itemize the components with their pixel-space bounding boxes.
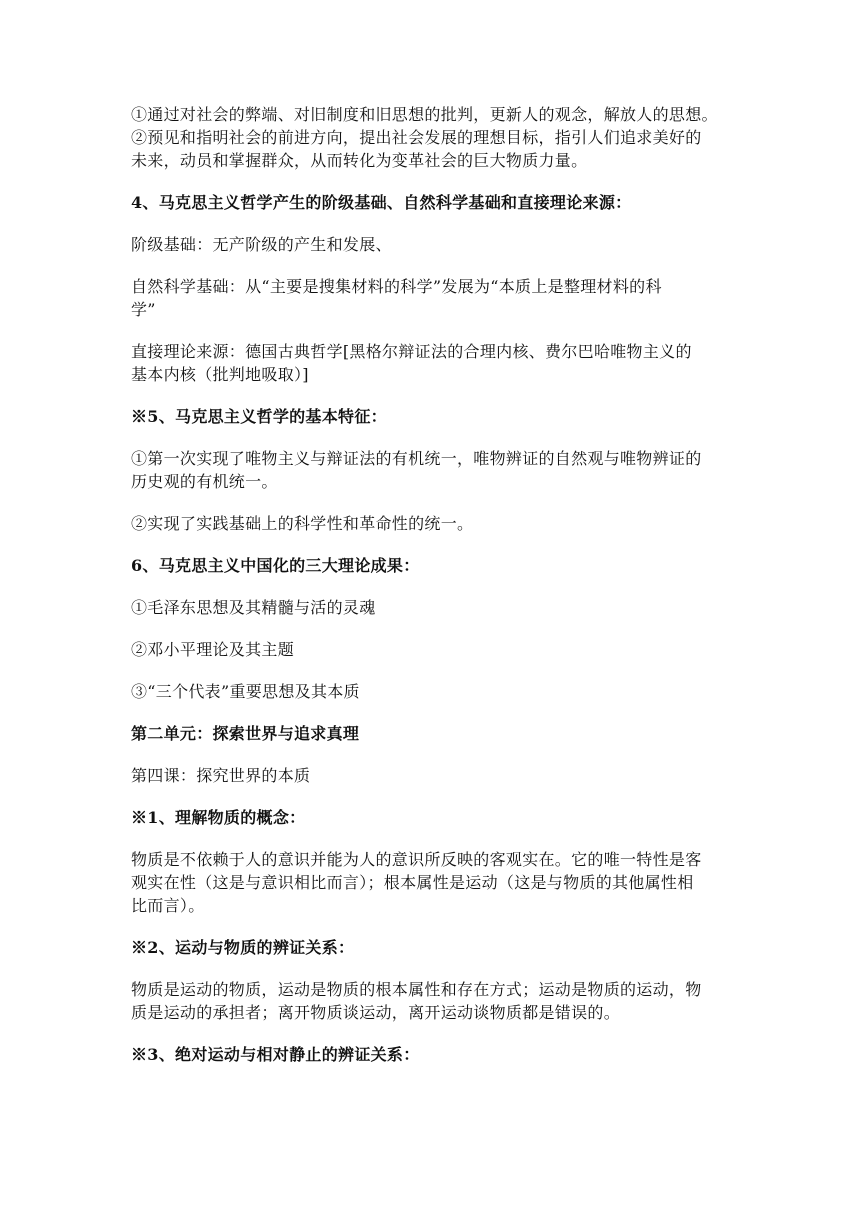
paragraph-class-basis (131, 233, 733, 256)
heading-5 (131, 405, 733, 428)
text-line: 历史观的有机统一。 (131, 472, 278, 491)
text-line: ②邓小平理论及其主题 (131, 640, 295, 659)
text-line: 比而言）。 (131, 896, 205, 915)
heading-text: ※2、运动与物质的辨证关系： (131, 938, 355, 957)
paragraph-theory-source (131, 340, 733, 386)
paragraph-achievement-2 (131, 638, 733, 661)
text-line: 物质是运动的物质，运动是物质的根本属性和存在方式；运动是物质的运动，物 (131, 980, 702, 999)
paragraph-science-basis (131, 275, 733, 321)
text-line: ②预见和指明社会的前进方向，提出社会发展的理想目标，指引人们追求美好的 (131, 128, 702, 147)
heading-text: ※5、马克思主义哲学的基本特征： (131, 407, 387, 426)
heading-1 (131, 806, 733, 829)
text-line: 基本内核（批判地吸取）] (131, 365, 309, 384)
paragraph-achievement-3 (131, 680, 733, 703)
text-line: ③“三个代表”重要思想及其本质 (131, 682, 360, 701)
text-line: ①毛泽东思想及其精髓与活的灵魂 (131, 598, 376, 617)
heading-text: 6、马克思主义中国化的三大理论成果： (131, 556, 420, 575)
paragraph-feature-1 (131, 447, 733, 493)
text-line: 质是运动的承担者；离开物质谈运动，离开运动谈物质都是错误的。 (131, 1003, 621, 1022)
paragraph-achievement-1 (131, 596, 733, 619)
heading-4 (131, 191, 733, 214)
heading-text: 4、马克思主义哲学产生的阶级基础、自然科学基础和直接理论来源： (131, 193, 632, 212)
paragraph-motion-matter (131, 978, 733, 1024)
text-line: ②实现了实践基础上的科学性和革命性的统一。 (131, 514, 474, 533)
text-line: ①通过对社会的弊端、对旧制度和旧思想的批判，更新人的观念，解放人的思想。 (131, 105, 718, 124)
paragraph-feature-2 (131, 512, 733, 535)
paragraph-matter-concept (131, 848, 733, 917)
heading-text: 第二单元：探索世界与追求真理 (131, 724, 360, 743)
paragraph-philosophy-role (131, 103, 733, 172)
text-line: 直接理论来源：德国古典哲学[黑格尔辩证法的合理内核、费尔巴哈唯物主义的 (131, 342, 692, 361)
heading-text: ※3、绝对运动与相对静止的辨证关系： (131, 1045, 420, 1064)
text-line: 物质是不依赖于人的意识并能为人的意识所反映的客观实在。它的唯一特性是客 (131, 850, 702, 869)
lesson-title (131, 764, 733, 787)
text-line: 学” (131, 300, 156, 319)
text-line: 未来，动员和掌握群众，从而转化为变革社会的巨大物质力量。 (131, 151, 588, 170)
unit-heading (131, 722, 733, 745)
document-body (131, 103, 733, 1066)
heading-3 (131, 1043, 733, 1066)
heading-6 (131, 554, 733, 577)
heading-text: ※1、理解物质的概念： (131, 808, 306, 827)
text-line: 观实在性（这是与意识相比而言）；根本属性是运动（这是与物质的其他属性相 (131, 873, 694, 892)
text-line: 阶级基础：无产阶级的产生和发展、 (131, 235, 392, 254)
text-line: 第四课：探究世界的本质 (131, 766, 311, 785)
text-line: 自然科学基础：从“主要是搜集材料的科学”发展为“本质上是整理材料的科 (131, 277, 662, 296)
heading-2 (131, 936, 733, 959)
text-line: ①第一次实现了唯物主义与辩证法的有机统一，唯物辨证的自然观与唯物辨证的 (131, 449, 702, 468)
